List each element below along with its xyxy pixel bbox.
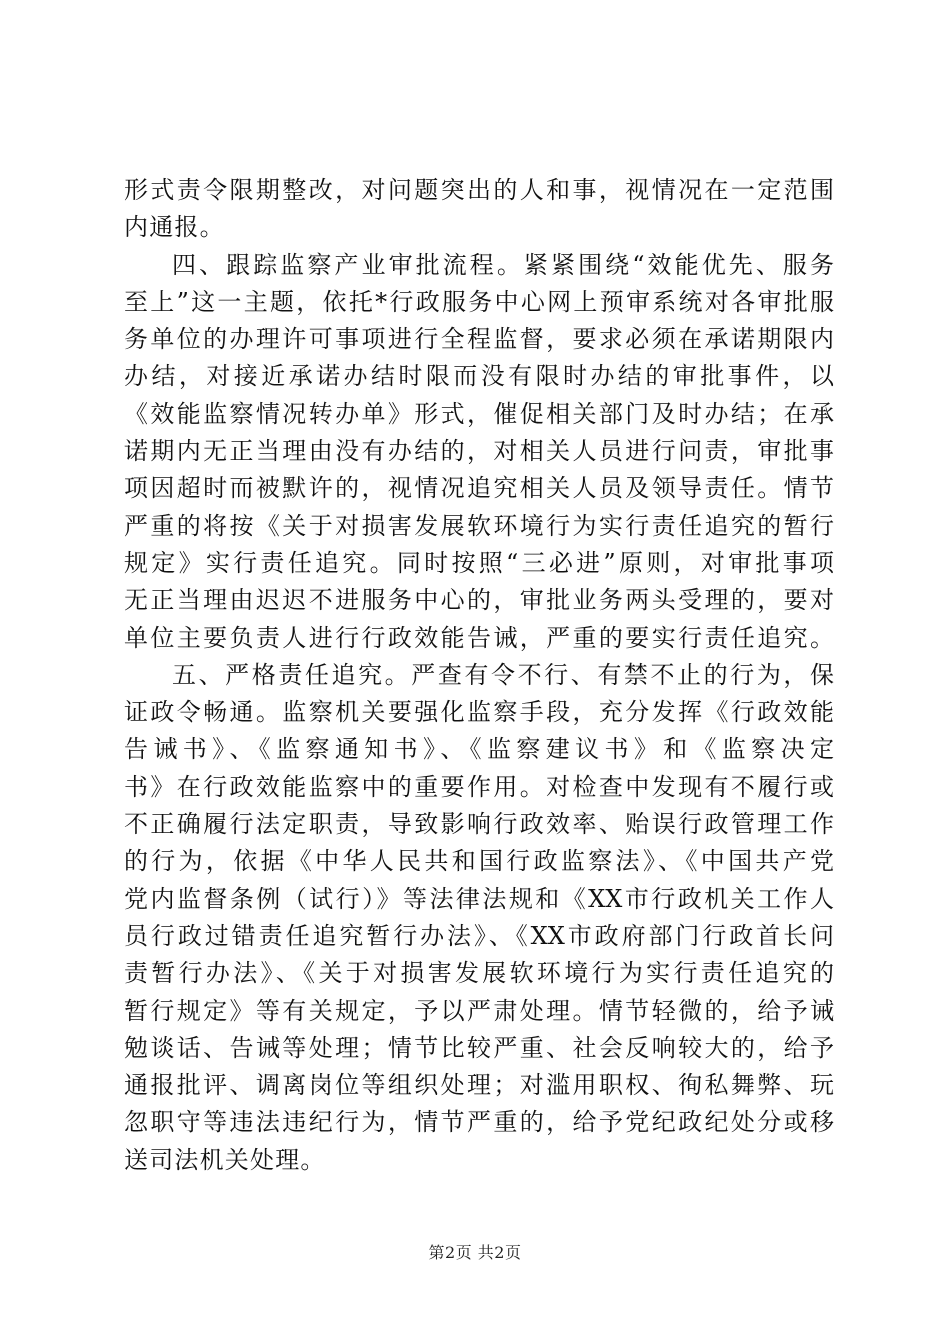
text-line: 的行为，依据《中华人民共和国行政监察法》、《中国共产党 bbox=[124, 847, 834, 876]
document-body bbox=[124, 172, 834, 1179]
text-line: 办结，对接近承诺办结时限而没有限时办结的审批事件，以 bbox=[124, 362, 834, 391]
text-line: 证政令畅通。监察机关要强化监察手段，充分发挥《行政效能 bbox=[124, 698, 834, 727]
text-line: 忽职守等违法违纪行为，情节严重的，给予党纪政纪处分或移 bbox=[124, 1108, 834, 1137]
text-line: 《效能监察情况转办单》形式，催促相关部门及时办结；在承 bbox=[124, 399, 834, 428]
page-number-footer: 第2页 共2页 bbox=[428, 1243, 522, 1262]
text-line: 诺期内无正当理由没有办结的，对相关人员进行问责，审批事 bbox=[124, 437, 834, 466]
text-line: 勉谈话、告诫等处理；情节比较严重、社会反响较大的，给予 bbox=[124, 1033, 834, 1062]
text-line: 至上”这一主题，依托*行政服务中心网上预审系统对各审批服 bbox=[124, 287, 834, 316]
text-line: 规定》实行责任追究。同时按照“三必进”原则，对审批事项 bbox=[124, 548, 834, 577]
text-line: 形式责令限期整改，对问题突出的人和事，视情况在一定范围 bbox=[124, 176, 834, 204]
text-line: 严重的将按《关于对损害发展软环境行为实行责任追究的暂行 bbox=[124, 511, 834, 540]
text-line: 责暂行办法》、《关于对损害发展软环境行为实行责任追究的 bbox=[124, 959, 834, 988]
text-line: 单位主要负责人进行行政效能告诫，严重的要实行责任追究。 bbox=[124, 623, 834, 652]
text-line: 无正当理由迟迟不进服务中心的，审批业务两头受理的，要对 bbox=[124, 586, 834, 615]
text-line: 党内监督条例（试行）》等法律法规和《XX市行政机关工作人 bbox=[124, 884, 834, 913]
text-line: 员行政过错责任追究暂行办法》、《XX市政府部门行政首长问 bbox=[124, 921, 834, 950]
text-line: 务单位的办理许可事项进行全程监督，要求必须在承诺期限内 bbox=[124, 325, 834, 354]
text-line: 告诫书》、《监察通知书》、《监察建议书》和《监察决定 bbox=[124, 735, 834, 764]
text-line: 内通报。 bbox=[124, 213, 225, 242]
text-line: 项因超时而被默许的，视情况追究相关人员及领导责任。情节 bbox=[124, 474, 834, 503]
text-line: 不正确履行法定职责，导致影响行政效率、贻误行政管理工作 bbox=[124, 810, 834, 839]
text-line: 书》在行政效能监察中的重要作用。对检查中发现有不履行或 bbox=[124, 772, 834, 801]
paragraph-4-first-line: 四、跟踪监察产业审批流程。紧紧围绕“效能优先、服务 bbox=[172, 250, 834, 279]
paragraph-5-first-line: 五、严格责任追究。严查有令不行、有禁不止的行为，保 bbox=[172, 660, 834, 689]
text-line: 通报批评、调离岗位等组织处理；对滥用职权、徇私舞弊、玩 bbox=[124, 1071, 834, 1100]
text-line: 暂行规定》等有关规定，予以严肃处理。情节轻微的，给予诫 bbox=[124, 996, 834, 1025]
text-line: 送司法机关处理。 bbox=[124, 1145, 326, 1174]
